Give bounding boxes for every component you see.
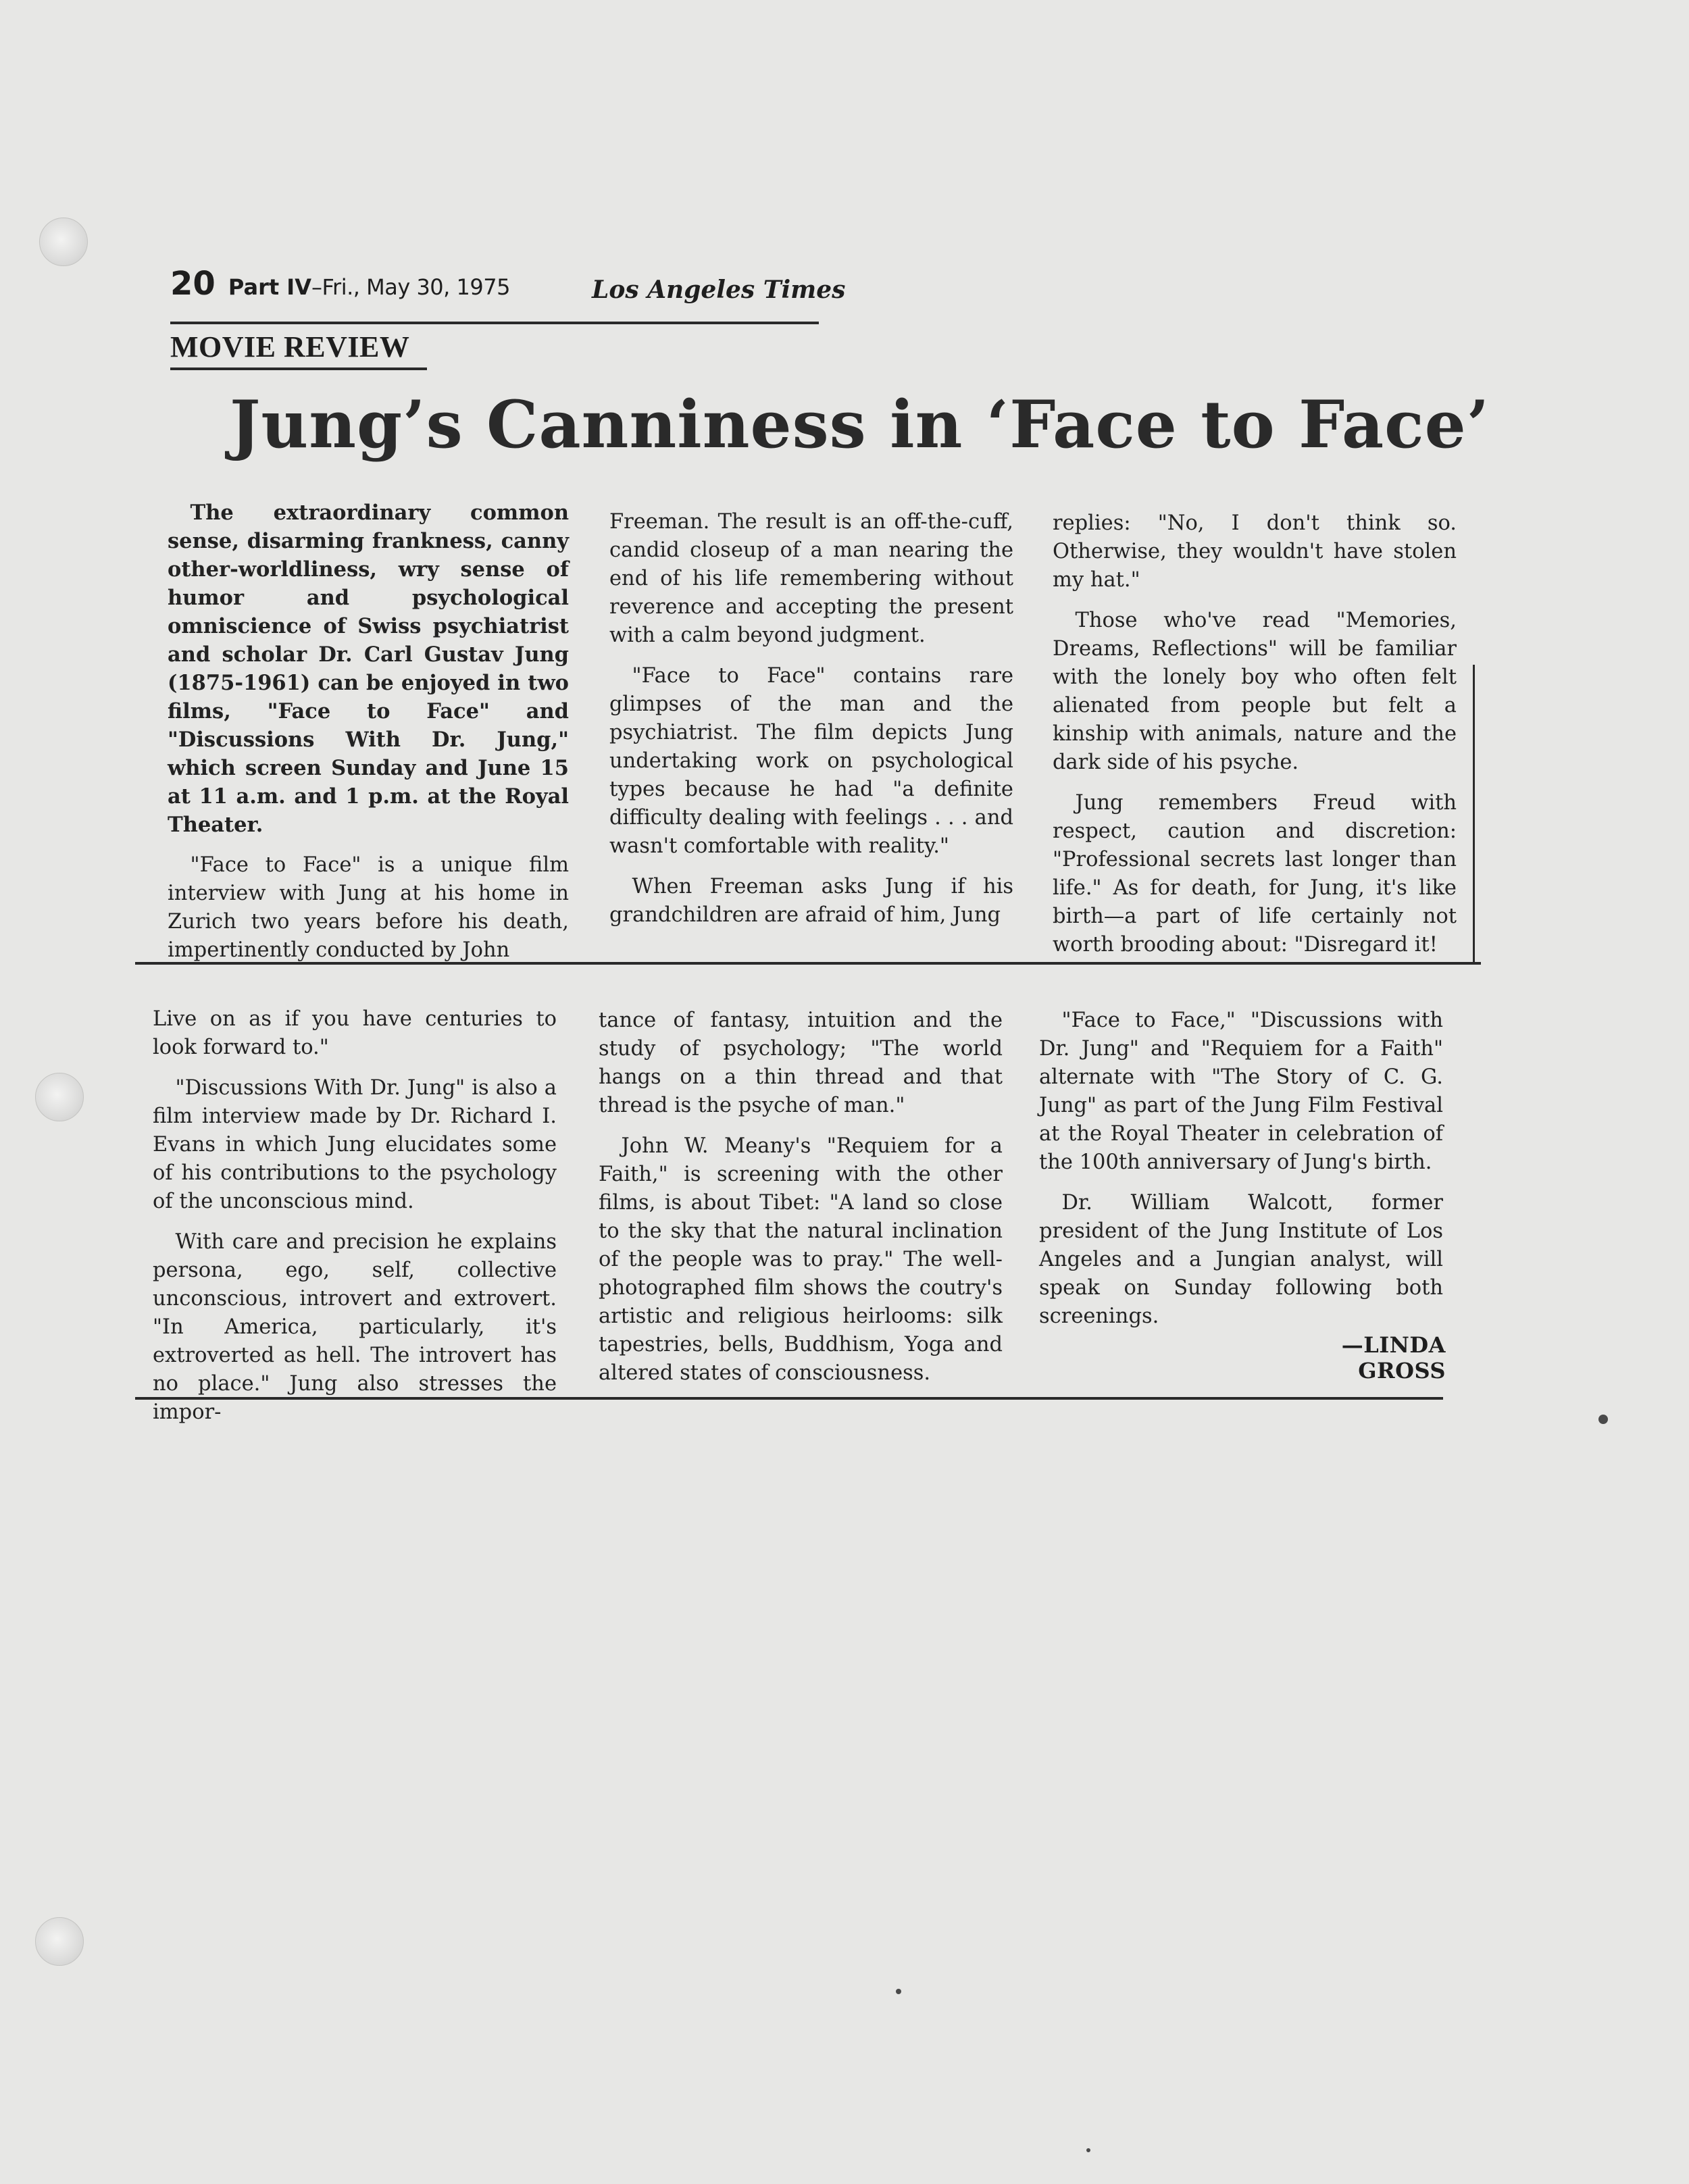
upper-column-1 xyxy=(168,499,569,965)
upper-column-2 xyxy=(609,508,1013,930)
paragraph: "Face to Face," "Discussions with Dr. Jung" and "Requiem for a Faith" alternate with "The Story of C. G. Jung" as part of the Jung Film Festival at the Royal Theater in celebration of the 100th anniversary of Jung's birth. xyxy=(1039,1009,1443,1174)
section-part: Part IV xyxy=(228,274,311,300)
speck xyxy=(1086,2148,1090,2152)
speck xyxy=(1598,1415,1608,1424)
paragraph: When Freeman asks Jung if his grandchildren are afraid of him, Jung xyxy=(609,875,1013,927)
paragraph: "Face to Face" contains rare glimpses of the man and the psychiatrist. The film depicts Jung undertaking work on psychological types because he had "a definite difficulty dealing with feelings . . . and wasn't comfortable with reality." xyxy=(609,664,1013,858)
page-number: 20 xyxy=(170,265,216,303)
bottom-rule xyxy=(135,1397,1443,1400)
section-rule xyxy=(170,367,427,370)
paragraph: With care and precision he explains persona, ego, self, collective unconscious, introvert and extrovert. "In America, particularly, it's extroverted as hell. The introvert has no place." Jung also stresses the impor- xyxy=(153,1230,557,1424)
column-side-rule xyxy=(1473,665,1475,965)
publication-date: –Fri., May 30, 1975 xyxy=(311,274,510,300)
paragraph: Dr. William Walcott, former president of the Jung Institute of Los Angeles and a Jungian analyst, will speak on Sunday following both screenings. xyxy=(1039,1191,1443,1328)
lower-column-1 xyxy=(153,1005,557,1427)
section-label: MOVIE REVIEW xyxy=(170,330,410,363)
speck xyxy=(896,1989,901,1994)
punch-hole-top xyxy=(39,218,88,266)
punch-hole-bottom xyxy=(35,1917,84,1966)
paragraph: replies: "No, I don't think so. Otherwise, they wouldn't have stolen my hat." xyxy=(1053,511,1457,592)
paragraph: Freeman. The result is an off-the-cuff, candid closeup of a man nearing the end of his life remembering without reverence and accepting the present with a calm beyond judgment. xyxy=(609,510,1013,647)
header-rule xyxy=(170,322,819,324)
section-divider-rule xyxy=(135,962,1481,965)
lower-column-3 xyxy=(1039,1007,1443,1331)
lower-column-2 xyxy=(599,1007,1003,1388)
punch-hole-middle xyxy=(35,1073,84,1121)
upper-column-3 xyxy=(1053,509,1457,959)
headline: Jung’s Canniness in ‘Face to Face’ xyxy=(230,386,1490,463)
paragraph: Jung remembers Freud with respect, caution and discretion: "Professional secrets last longer than life." As for death, for Jung, it's like birth—a part of life certainly not worth brooding about: "Disregard it! xyxy=(1053,791,1457,957)
paragraph: Those who've read "Memories, Dreams, Reflections" will be familiar with the lonely boy who often felt alienated from people but felt a kinship with animals, nature and the dark side of his psyche. xyxy=(1053,609,1457,774)
paragraph: John W. Meany's "Requiem for a Faith," is screening with the other films, is about Tibet: "A land so close to the sky that the natural inclination of the people was to pray." The well-photographed film shows the coutry's artistic and religious heirlooms: silk tapestries, bells, Buddhism, Yoga and altered states of consciousness. xyxy=(599,1134,1003,1385)
paragraph: "Face to Face" is a unique film interview with Jung at his home in Zurich two years before his death, impertinently conducted by John xyxy=(168,853,569,962)
paragraph: "Discussions With Dr. Jung" is also a film interview made by Dr. Richard I. Evans in which Jung elucidates some of his contributions to the psychology of the unconscious mind. xyxy=(153,1076,557,1213)
newspaper-masthead: Los Angeles Times xyxy=(592,276,846,304)
paragraph: tance of fantasy, intuition and the study of psychology; "The world hangs on a thin thread and that thread is the psyche of man." xyxy=(599,1009,1003,1117)
byline: —LINDA GROSS xyxy=(1341,1332,1446,1383)
paragraph: Live on as if you have centuries to look forward to." xyxy=(153,1007,557,1059)
paragraph: The extraordinary common sense, disarming frankness, canny other-worldliness, wry sense of humor and psychological omniscience of Swiss psychiatrist and scholar Dr. Carl Gustav Jung (1875-1961) can be enjoyed in two films, "Face to Face" and "Discussions With Dr. Jung," which screen Sunday and June 15 at 11 a.m. and 1 p.m. at the Royal Theater. xyxy=(168,501,569,837)
